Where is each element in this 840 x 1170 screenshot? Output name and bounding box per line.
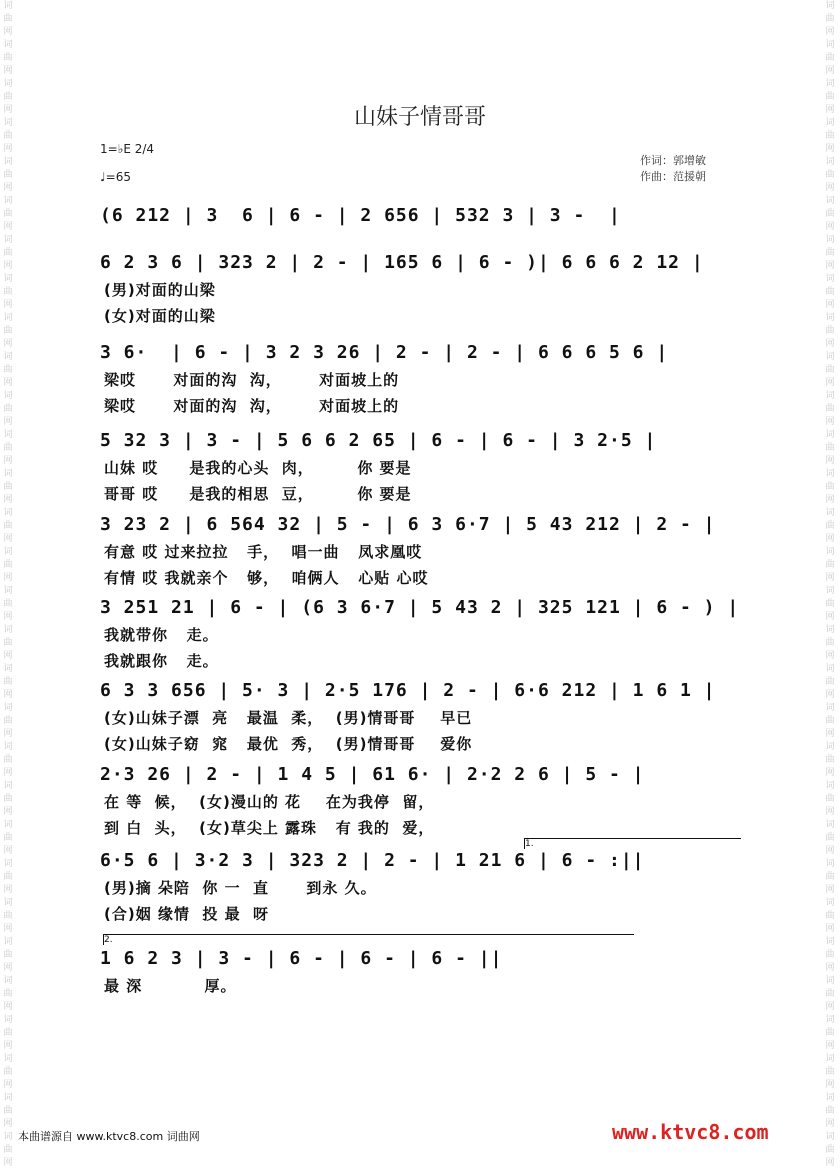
left-watermark-column: 词曲网词曲网词曲网词曲网词曲网词曲网词曲网词曲网词曲网词曲网词曲网词曲网词曲网词曲网词曲网词曲网词曲网词曲网词曲网词曲网词曲网词曲网词曲网词曲网词曲网词曲网词曲网词曲网词曲网词曲网 — [3, 1, 13, 1168]
right-watermark-column: 词曲网词曲网词曲网词曲网词曲网词曲网词曲网词曲网词曲网词曲网词曲网词曲网词曲网词曲网词曲网词曲网词曲网词曲网词曲网词曲网词曲网词曲网词曲网词曲网词曲网词曲网词曲网词曲网词曲网词曲网 — [825, 1, 835, 1168]
first-ending-bracket: 1. — [524, 838, 741, 849]
lyric-line: 梁哎 对面的沟 沟， 对面坡上的 — [104, 371, 400, 389]
lyric-line: 我就跟你 走。 — [104, 652, 219, 670]
footer-source-text: 本曲谱源自 www.ktvc8.com 词曲网 — [18, 1130, 200, 1143]
key-signature: 1=♭E 2/4 — [100, 142, 155, 156]
notation-line: 2·3 26 | 2 - | 1 4 5 | 61 6· | 2·2 2 6 | 5 - | — [100, 764, 645, 785]
second-ending-bracket: 2. — [103, 934, 634, 945]
notation-line: 1 6 2 3 | 3 - | 6 - | 6 - | 6 - || — [100, 948, 503, 969]
lyric-line: (合)姻 缘情 投 最 呀 — [104, 905, 270, 923]
lyric-line: (男)对面的山梁 — [104, 281, 216, 299]
notation-line: 5 32 3 | 3 - | 5 6 6 2 65 | 6 - | 6 - | 3 2·5 | — [100, 430, 657, 451]
notation-line: 3 6· | 6 - | 3 2 3 26 | 2 - | 2 - | 6 6 6 5 6 | — [100, 342, 669, 363]
lyric-line: 我就带你 走。 — [104, 626, 219, 644]
lyricist-credit: 作词：郭增敏 — [640, 154, 706, 167]
lyric-line: 有情 哎 我就亲个 够， 咱俩人 心贴 心哎 — [104, 569, 429, 587]
lyric-line: 到 白 头， (女)草尖上 露珠 有 我的 爱， — [104, 819, 435, 837]
lyric-line: 山妹 哎 是我的心头 肉， 你 要是 — [104, 459, 412, 477]
lyric-line: 有意 哎 过来拉拉 手， 唱一曲 凤求凰哎 — [104, 543, 423, 561]
song-title: 山妹子情哥哥 — [353, 105, 486, 130]
lyric-line: 梁哎 对面的沟 沟， 对面坡上的 — [104, 397, 400, 415]
lyric-line: 哥哥 哎 是我的相思 豆， 你 要是 — [104, 485, 412, 503]
notation-line: 6 2 3 6 | 323 2 | 2 - | 165 6 | 6 - )| 6 6 6 2 12 | — [100, 252, 704, 273]
tempo-marking: ♩=65 — [100, 170, 131, 184]
notation-line: 6·5 6 | 3·2 3 | 323 2 | 2 - | 1 21 6 | 6 - :|| — [100, 850, 645, 871]
lyric-line: (女)山妹子漂 亮 最温 柔， (男)情哥哥 早已 — [104, 709, 473, 727]
notation-line: 3 251 21 | 6 - | (6 3 6·7 | 5 43 2 | 325 121 | 6 - ) | — [100, 597, 740, 618]
lyric-line: (女)对面的山梁 — [104, 307, 216, 325]
lyric-line: 在 等 候， (女)漫山的 花 在为我停 留， — [104, 793, 435, 811]
lyric-line: (女)山妹子窈 窕 最优 秀， (男)情哥哥 爱你 — [104, 735, 473, 753]
lyric-line: 最 深 厚。 — [104, 977, 237, 995]
notation-line: (6 212 | 3 6 | 6 - | 2 656 | 532 3 | 3 - | — [100, 205, 621, 226]
notation-line: 3 23 2 | 6 564 32 | 5 - | 6 3 6·7 | 5 43 212 | 2 - | — [100, 514, 716, 535]
composer-credit: 作曲：范援朝 — [640, 170, 706, 183]
lyric-line: (男)摘 朵陪 你 一 直 到永 久。 — [104, 879, 377, 897]
notation-line: 6 3 3 656 | 5· 3 | 2·5 176 | 2 - | 6·6 212 | 1 6 1 | — [100, 680, 716, 701]
credits — [640, 153, 706, 185]
footer-site-logo: www.ktvc8.com — [612, 1120, 769, 1144]
